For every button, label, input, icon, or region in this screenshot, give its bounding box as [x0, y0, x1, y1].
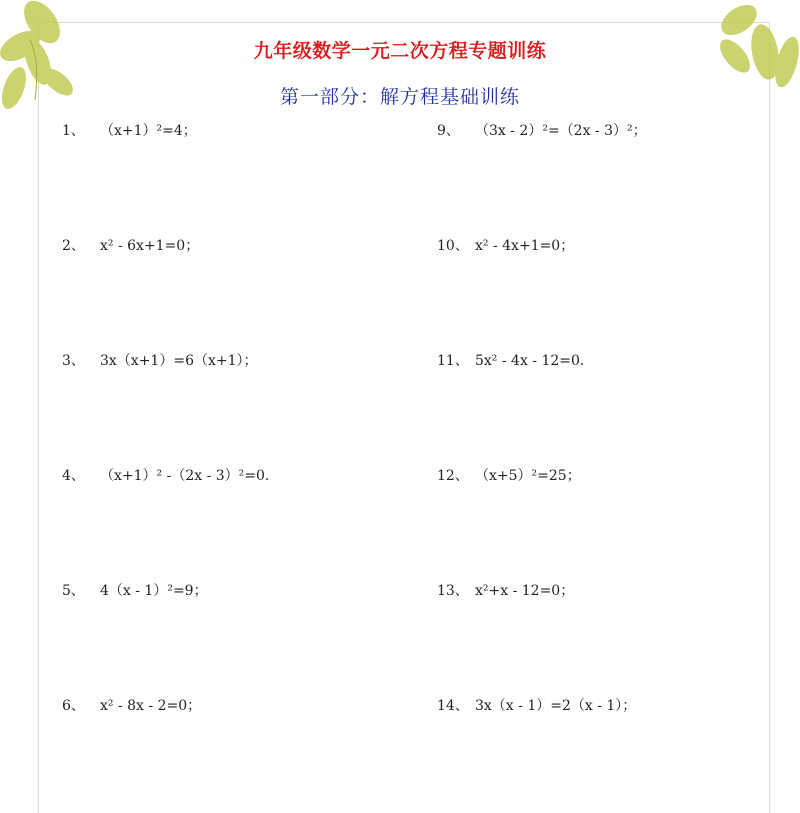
problem-number: 3、: [62, 353, 85, 369]
problem-item: [62, 235, 199, 255]
problem-number: 1、: [62, 123, 85, 139]
problem-item: [62, 580, 208, 600]
problem-equation: （x+1）²=4；: [100, 123, 197, 139]
page-title: 九年级数学一元二次方程专题训练: [253, 40, 547, 62]
problem-number: 12、: [437, 468, 469, 484]
problem-equation: 4（x - 1）²=9；: [100, 583, 208, 599]
problem-number: 14、: [437, 698, 469, 714]
problem-equation: x² - 6x+1=0；: [100, 238, 200, 254]
problem-equation: 3x（x+1）=6（x+1）；: [100, 353, 258, 369]
problem-equation: x²+x - 12=0；: [475, 583, 575, 599]
problem-item: [437, 580, 574, 600]
problem-item: [437, 465, 581, 485]
problem-number: 2、: [62, 238, 85, 254]
problem-item: [437, 235, 574, 255]
problem-item: [437, 350, 584, 370]
problem-item: [62, 695, 201, 715]
problem-equation: x² - 8x - 2=0；: [100, 698, 202, 714]
problem-number: 9、: [437, 123, 460, 139]
problem-item: [62, 120, 197, 140]
problem-number: 4、: [62, 468, 85, 484]
problem-item: [437, 120, 647, 140]
problem-number: 6、: [62, 698, 85, 714]
problem-item: [62, 465, 269, 485]
problem-item: [62, 350, 258, 370]
problem-item: [437, 695, 636, 715]
problem-number: 13、: [437, 583, 469, 599]
problem-number: 11、: [437, 353, 469, 369]
problem-equation: x² - 4x+1=0；: [475, 238, 575, 254]
problem-equation: （x+1）² -（2x - 3）²=0.: [100, 468, 270, 484]
problem-number: 10、: [437, 238, 469, 254]
problem-equation: 3x（x - 1）=2（x - 1）；: [475, 698, 637, 714]
section-subtitle: 第一部分：解方程基础训练: [279, 86, 520, 108]
problem-equation: （3x - 2）²=（2x - 3）²；: [475, 123, 647, 139]
problem-equation: （x+5）²=25；: [475, 468, 581, 484]
problem-number: 5、: [62, 583, 85, 599]
problem-equation: 5x² - 4x - 12=0.: [475, 353, 585, 369]
